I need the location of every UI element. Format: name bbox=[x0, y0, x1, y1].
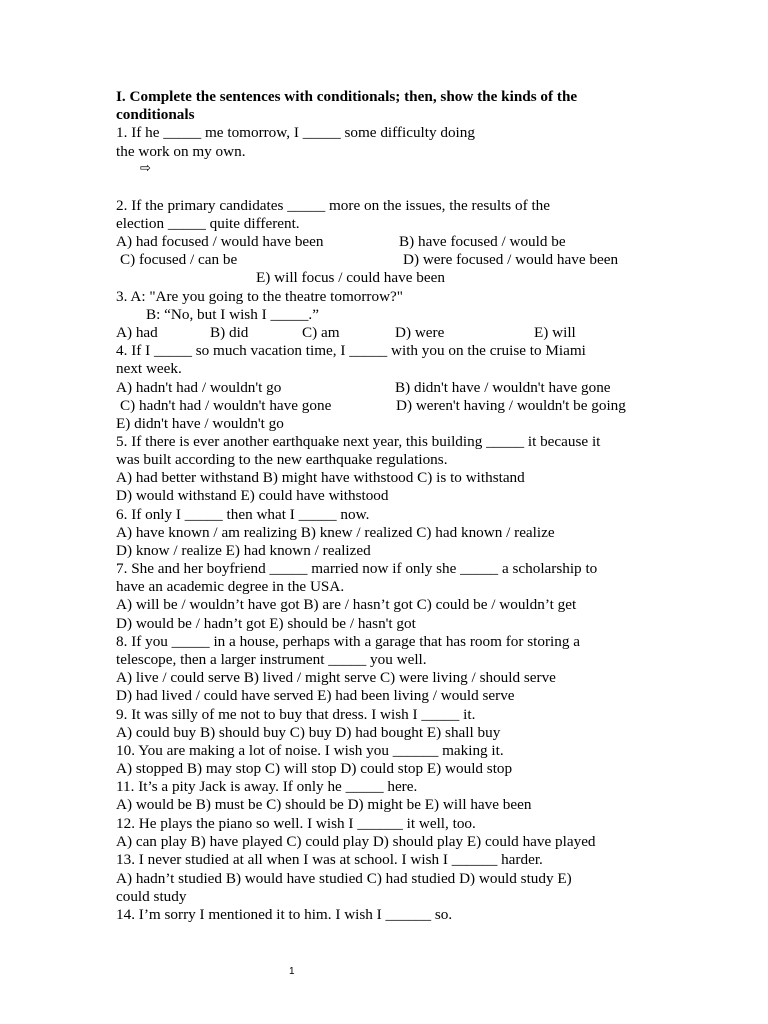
q4-line2: next week. bbox=[116, 360, 182, 377]
q13-line1: 13. I never studied at all when I was at school. I wish I ______ harder. bbox=[116, 851, 543, 868]
q2-line2: election _____ quite different. bbox=[116, 215, 300, 232]
q2-option-d: D) were focused / would have been bbox=[403, 251, 619, 268]
q2-option-e: E) will focus / could have been bbox=[256, 269, 445, 286]
q9-options-1: A) could buy B) should buy C) buy D) had bought E) shall buy bbox=[116, 724, 501, 741]
q5-line2: was built according to the new earthquake regulations. bbox=[116, 451, 448, 468]
q12-line1: 12. He plays the piano so well. I wish I ______ it well, too. bbox=[116, 815, 476, 832]
arrow-icon: ⇨ bbox=[140, 161, 151, 176]
q3-option-c: C) am bbox=[302, 324, 340, 341]
q4-option-c: C) hadn't had / wouldn't have gone bbox=[120, 397, 332, 414]
section-heading-cont: conditionals bbox=[116, 106, 195, 123]
q6-options-1: A) have known / am realizing B) knew / realized C) had known / realize bbox=[116, 524, 555, 541]
q3-line1: 3. A: "Are you going to the theatre tomorrow?" bbox=[116, 288, 403, 305]
q8-line2: telescope, then a larger instrument _____ you well. bbox=[116, 651, 427, 668]
q4-option-d: D) weren't having / wouldn't be going bbox=[396, 397, 626, 414]
q4-option-a: A) hadn't had / wouldn't go bbox=[116, 379, 282, 396]
q5-options-2: D) would withstand E) could have withstood bbox=[116, 487, 389, 504]
q2-option-a: A) had focused / would have been bbox=[116, 233, 324, 250]
q7-options-1: A) will be / wouldn’t have got B) are / hasn’t got C) could be / wouldn’t get bbox=[116, 596, 577, 613]
q8-options-1: A) live / could serve B) lived / might serve C) were living / should serve bbox=[116, 669, 556, 686]
q13-options-2: could study bbox=[116, 888, 187, 905]
q9-line1: 9. It was silly of me not to buy that dress. I wish I _____ it. bbox=[116, 706, 476, 723]
q4-option-e: E) didn't have / wouldn't go bbox=[116, 415, 284, 432]
q10-line1: 10. You are making a lot of noise. I wish you ______ making it. bbox=[116, 742, 504, 759]
q2-line1: 2. If the primary candidates _____ more on the issues, the results of the bbox=[116, 197, 551, 214]
q6-line1: 6. If only I _____ then what I _____ now. bbox=[116, 506, 370, 523]
q13-options-1: A) hadn’t studied B) would have studied C) had studied D) would study E) bbox=[116, 870, 572, 887]
q3-option-a: A) had bbox=[116, 324, 158, 341]
q1-line1: 1. If he _____ me tomorrow, I _____ some difficulty doing bbox=[116, 124, 475, 141]
q1-line2: the work on my own. bbox=[116, 143, 246, 160]
q2-option-c: C) focused / can be bbox=[120, 251, 238, 268]
q7-line1: 7. She and her boyfriend _____ married now if only she _____ a scholarship to bbox=[116, 560, 598, 577]
q5-line1: 5. If there is ever another earthquake next year, this building _____ it because it bbox=[116, 433, 601, 450]
q8-line1: 8. If you _____ in a house, perhaps with a garage that has room for storing a bbox=[116, 633, 580, 650]
section-heading: I. Complete the sentences with conditionals; then, show the kinds of the bbox=[116, 88, 578, 105]
q3-option-b: B) did bbox=[210, 324, 249, 341]
q3-option-d: D) were bbox=[395, 324, 445, 341]
q10-options-1: A) stopped B) may stop C) will stop D) could stop E) would stop bbox=[116, 760, 513, 777]
q11-options-1: A) would be B) must be C) should be D) might be E) will have been bbox=[116, 796, 532, 813]
q11-line1: 11. It’s a pity Jack is away. If only he _____ here. bbox=[116, 778, 418, 795]
q4-line1: 4. If I _____ so much vacation time, I _____ with you on the cruise to Miami bbox=[116, 342, 586, 359]
q7-line2: have an academic degree in the USA. bbox=[116, 578, 345, 595]
q6-options-2: D) know / realize E) had known / realized bbox=[116, 542, 371, 559]
q12-options-1: A) can play B) have played C) could play D) should play E) could have played bbox=[116, 833, 596, 850]
q3-option-e: E) will bbox=[534, 324, 576, 341]
q4-option-b: B) didn't have / wouldn't have gone bbox=[395, 379, 611, 396]
q2-option-b: B) have focused / would be bbox=[399, 233, 566, 250]
q3-line2: B: “No, but I wish I _____.” bbox=[146, 306, 319, 323]
q5-options-1: A) had better withstand B) might have withstood C) is to withstand bbox=[116, 469, 525, 486]
q8-options-2: D) had lived / could have served E) had been living / would serve bbox=[116, 687, 515, 704]
q14-line1: 14. I’m sorry I mentioned it to him. I wish I ______ so. bbox=[116, 906, 453, 923]
page-number: 1 bbox=[289, 966, 295, 977]
q7-options-2: D) would be / hadn’t got E) should be / hasn't got bbox=[116, 615, 416, 632]
